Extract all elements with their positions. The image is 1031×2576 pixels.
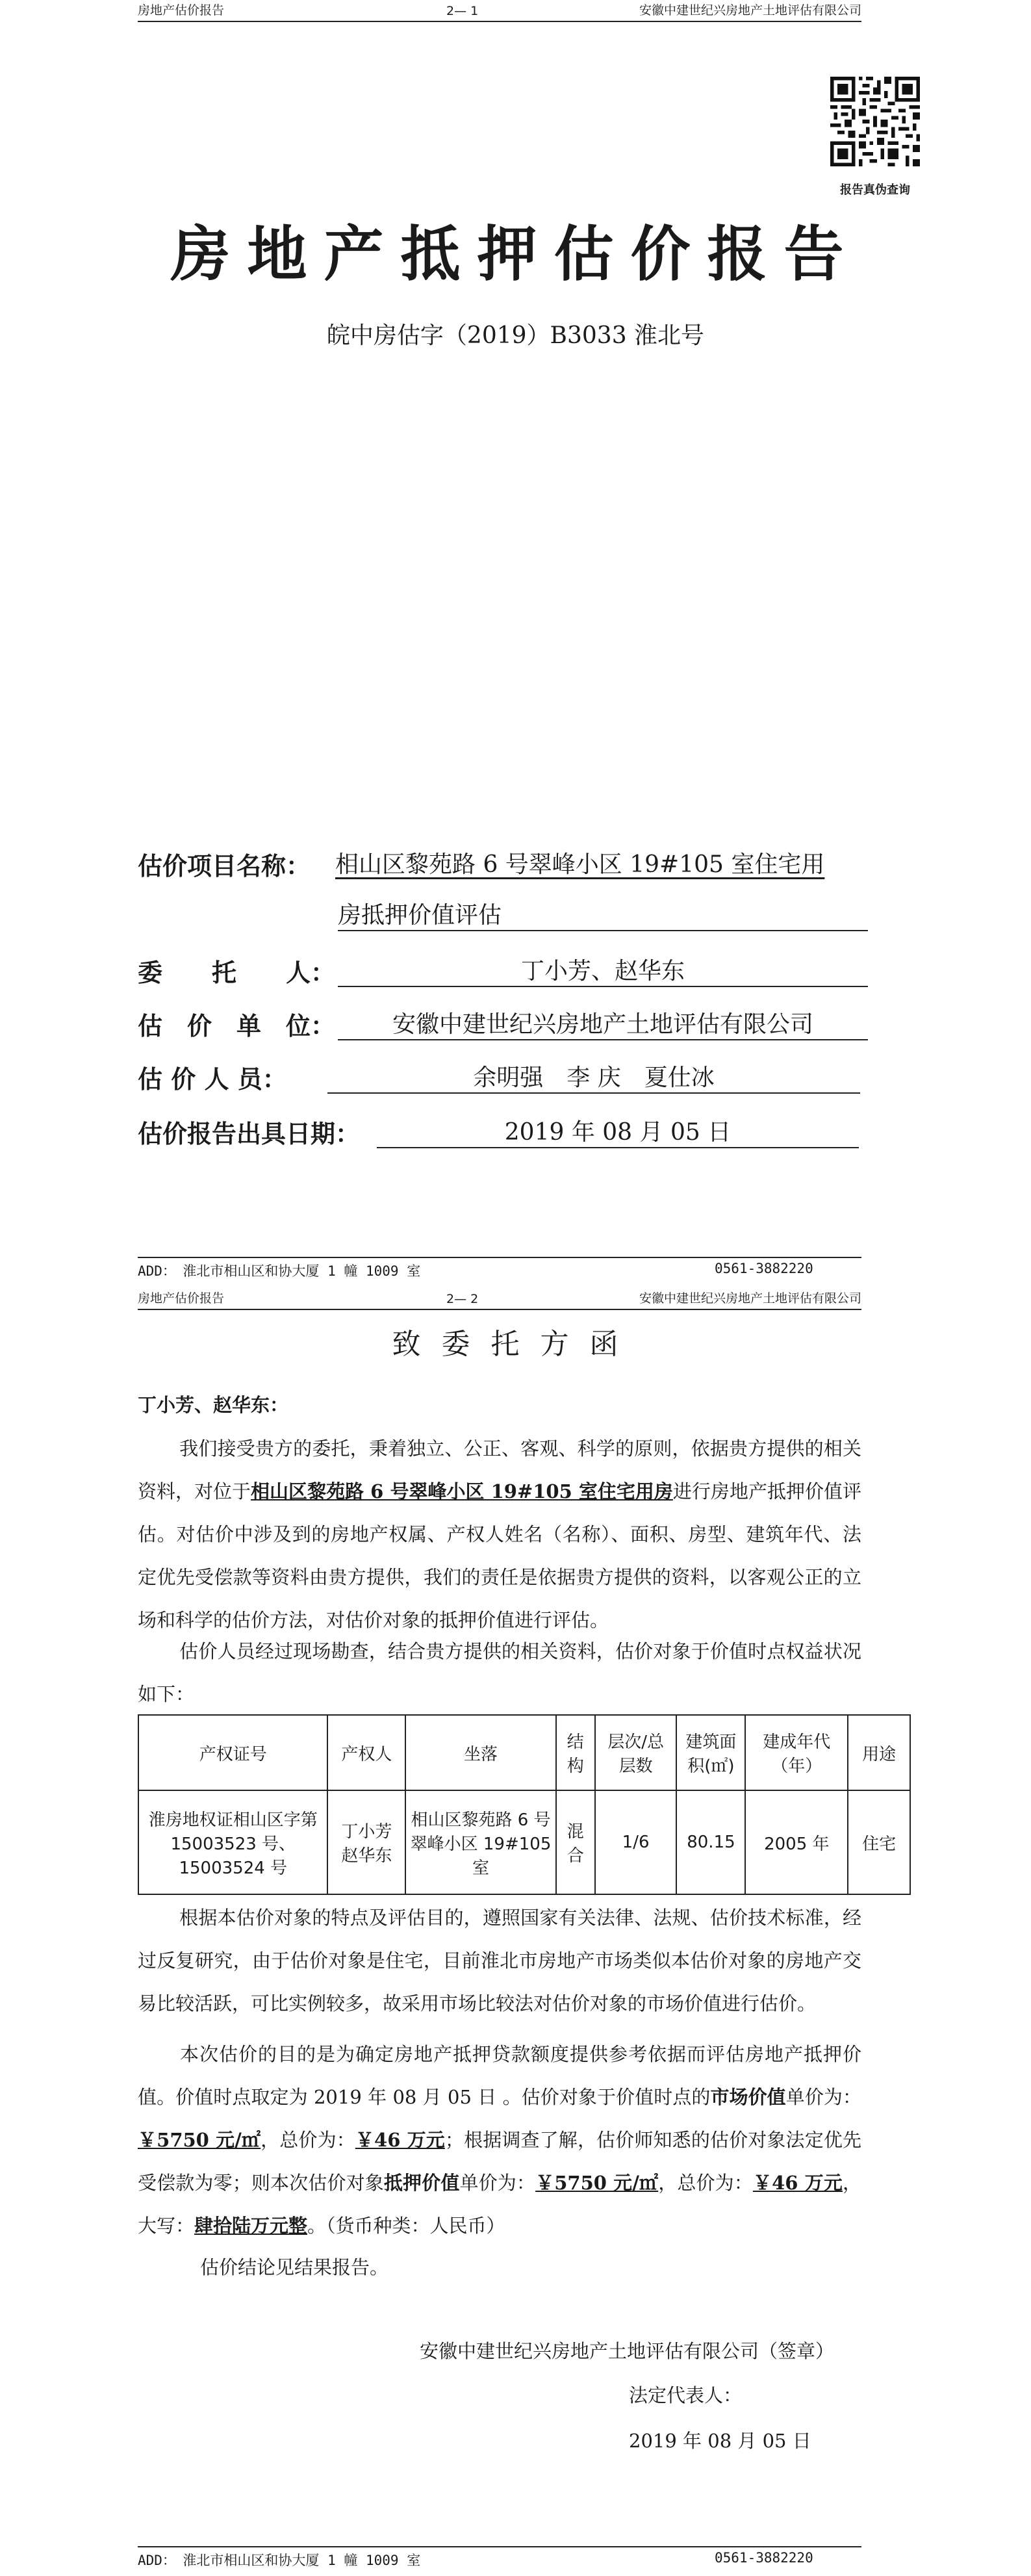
header-page-number: 2— 2 <box>446 1292 479 1306</box>
table-header-row <box>138 1715 910 1790</box>
table-header-cell: 建成年代（年） <box>745 1715 848 1790</box>
amount-in-words: 肆拾陆万元整 <box>194 2215 308 2237</box>
p4-text: 。（货币种类：人民币） <box>307 2215 505 2237</box>
footer-phone: 0561-3882220 <box>715 2550 813 2566</box>
letter-paragraph-3 <box>138 1896 861 2025</box>
table-header-cell: 产权人 <box>327 1715 405 1790</box>
agency-value: 安徽中建世纪兴房地产土地评估有限公司 <box>338 1006 868 1040</box>
table-header-cell: 用途 <box>848 1715 910 1790</box>
table-header-cell: 结构 <box>556 1715 595 1790</box>
market-unit-price: ￥5750 元/㎡ <box>138 2129 261 2151</box>
signature-representative: 法定代表人： <box>629 2384 743 2406</box>
table-cell: 1/6 <box>595 1790 677 1894</box>
project-value-line1: 相山区黎苑路 6 号翠峰小区 19#105 室住宅用 <box>335 851 825 878</box>
project-label: 估价项目名称： <box>138 852 311 881</box>
table-cell: 2005 年 <box>745 1790 848 1894</box>
header-company: 安徽中建世纪兴房地产土地评估有限公司 <box>639 3 861 18</box>
footer-address: ADD： 淮北市相山区和协大厦 1 幢 1009 室 <box>138 1263 421 1279</box>
p3-text: 根据本估价对象的特点及评估目的，遵照国家有关法律、法规、估价技术标准，经过反复研究，由于估价对象是住宅，目前淮北市房地产市场类似本估价对象的房地产交易比较活跃，可比实例较多，故采用市场比较法对估价对象的市场价值进行估价。 <box>138 1907 861 2015</box>
market-value-label: 市场价值 <box>710 2086 786 2108</box>
p1-text-b: 进行房地产抵押价值评估。对估价中涉及到的房地产权属、产权人姓名（名称）、面积、房型、建筑年代、法定优先受偿款等资料由贵方提供，我们的责任是依据贵方提供的资料，以客观公正的立场和科学的估价方法，对估价对象的抵押价值进行评估。 <box>138 1480 861 1631</box>
property-table <box>138 1714 911 1895</box>
mortgage-total-price: ￥46 万元 <box>752 2172 843 2194</box>
project-value-line2: 房抵押价值评估 <box>338 897 868 931</box>
date-label: 估价报告出具日期： <box>138 1120 361 1148</box>
signature-company: 安徽中建世纪兴房地产土地评估有限公司（签章） <box>420 2340 835 2362</box>
p4-text: ，总价为： <box>658 2172 753 2194</box>
signature-date: 2019 年 08 月 05 日 <box>629 2430 811 2452</box>
client-value: 丁小芳、赵华东 <box>338 953 868 987</box>
table-header-cell: 产权证号 <box>138 1715 327 1790</box>
header-doc-name: 房地产估价报告 <box>138 3 225 18</box>
header-doc-name: 房地产估价报告 <box>138 1291 225 1306</box>
letter-paragraph-4 <box>138 2033 861 2247</box>
page-header <box>138 1288 861 1310</box>
header-page-number: 2— 1 <box>446 4 479 18</box>
table-row <box>138 1790 910 1894</box>
table-cell: 住宅 <box>848 1790 910 1894</box>
letter-paragraph-2 <box>138 1630 861 1716</box>
p4-text: ；根据调查了解，估价师知悉的估价对象法定优先受偿款为零；则本次估价对象 <box>138 2129 861 2194</box>
appraisers-value: 余明强 李 庆 夏仕冰 <box>327 1059 860 1094</box>
page-footer <box>138 2546 861 2568</box>
letter-paragraph-1 <box>138 1427 861 1642</box>
footer-phone: 0561-3882220 <box>715 1261 813 1276</box>
table-cell: 混合 <box>556 1790 595 1894</box>
table-cell: 淮房地权证相山区字第 15003523 号、15003524 号 <box>138 1790 327 1894</box>
qr-caption: 报告真伪查询 <box>840 183 910 197</box>
letter-greeting: 丁小芳、赵华东： <box>138 1394 289 1416</box>
mortgage-value-label: 抵押价值 <box>383 2172 460 2194</box>
letter-paragraph-5 <box>200 2246 850 2289</box>
p4-text: 单价为： <box>459 2172 536 2194</box>
page-footer <box>138 1257 861 1279</box>
agency-label: 估 价 单 位： <box>138 1012 336 1040</box>
qr-code[interactable] <box>830 77 920 166</box>
appraisers-label: 估 价 人 员： <box>138 1065 287 1094</box>
p5-text: 估价结论见结果报告。 <box>200 2256 389 2278</box>
p4-text: 单价为： <box>785 2086 861 2108</box>
table-header-cell: 建筑面积(㎡) <box>676 1715 745 1790</box>
p4-text: ，大写： <box>138 2172 861 2237</box>
p1-property-address: 相山区黎苑路 6 号翠峰小区 19#105 室住宅用房 <box>251 1480 673 1502</box>
p1-text-a: 我们接受贵方的委托，秉着独立、公正、客观、科学的原则，依据贵方提供的相关资料，对位于 <box>138 1437 861 1502</box>
client-label: 委 托 人： <box>138 959 336 987</box>
mortgage-unit-price: ￥5750 元/㎡ <box>535 2172 659 2194</box>
letter-title: 致委托方函 <box>392 1328 639 1361</box>
date-value: 2019 年 08 月 05 日 <box>377 1114 859 1148</box>
table-cell: 丁小芳 赵华东 <box>327 1790 405 1894</box>
table-cell: 80.15 <box>676 1790 745 1894</box>
p4-text: 本次估价的目的是为确定房地产抵押贷款额度提供参考依据而评估房地产抵押价值。价值时点取定为 2019 年 08 月 05 日 。估价对象于价值时点的 <box>138 2043 861 2108</box>
document-number: 皖中房估字（2019）B3033 淮北号 <box>326 322 705 349</box>
table-header-cell: 坐落 <box>405 1715 556 1790</box>
p4-text: ，总价为： <box>261 2129 355 2151</box>
market-total-price: ￥46 万元 <box>355 2129 445 2151</box>
table-cell: 相山区黎苑路 6 号翠峰小区 19#105 室 <box>405 1790 556 1894</box>
page-header <box>138 0 861 22</box>
table-header-cell: 层次/总层数 <box>595 1715 677 1790</box>
footer-address: ADD： 淮北市相山区和协大厦 1 幢 1009 室 <box>138 2553 421 2568</box>
header-company: 安徽中建世纪兴房地产土地评估有限公司 <box>639 1291 861 1306</box>
p2-text: 估价人员经过现场勘查，结合贵方提供的相关资料，估价对象于价值时点权益状况如下： <box>138 1640 861 1705</box>
report-title: 房地产抵押估价报告 <box>170 220 861 289</box>
